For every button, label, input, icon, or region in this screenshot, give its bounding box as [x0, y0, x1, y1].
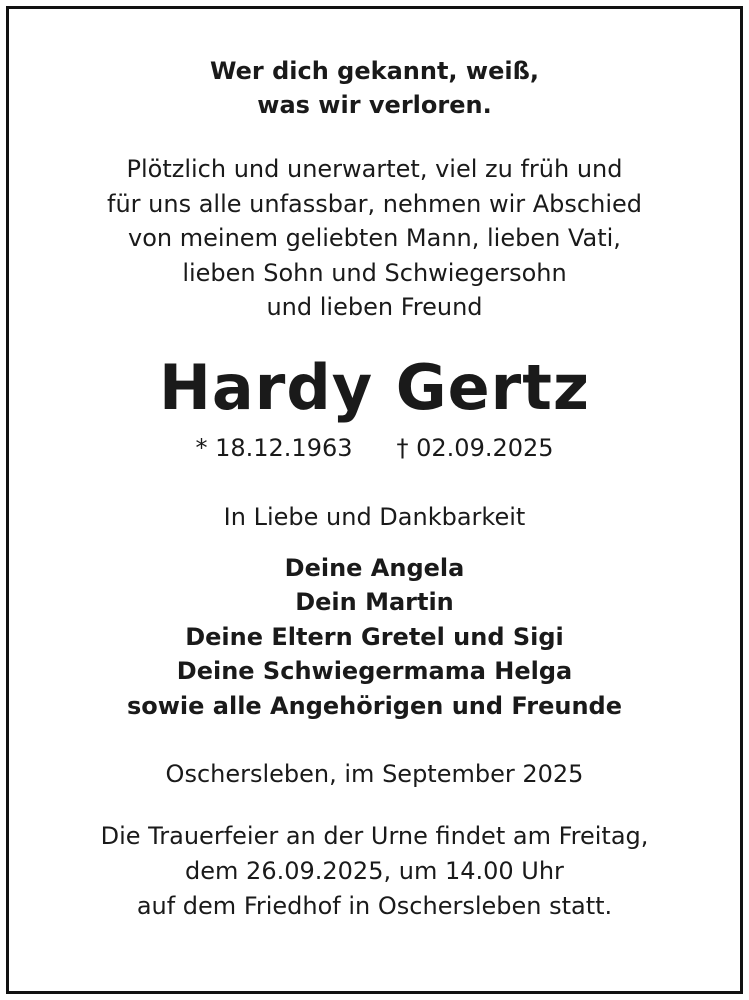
funeral-service-info — [9, 819, 740, 924]
intro-line: und lieben Freund — [266, 293, 483, 321]
intro-line: Plötzlich und unerwartet, viel zu früh und — [126, 155, 623, 183]
dedication: In Liebe und Dankbarkeit — [223, 502, 526, 531]
deceased-name: Hardy Gertz — [159, 350, 590, 424]
obituary-notice — [9, 9, 740, 924]
intro-line: für uns alle unfassbar, nehmen wir Abschied — [107, 189, 642, 218]
service-line: dem 26.09.2025, um 14.00 Uhr — [185, 857, 564, 885]
intro-text — [9, 152, 740, 325]
motto-line: was wir verloren. — [257, 91, 492, 119]
place-date: Oschersleben, im September 2025 — [165, 760, 584, 788]
mourners-list — [9, 551, 740, 724]
birth-date: * 18.12.1963 — [195, 433, 353, 462]
mourner: sowie alle Angehörigen und Freunde — [126, 691, 623, 720]
service-line: auf dem Friedhof in Oschersleben statt. — [136, 892, 613, 920]
motto-line: Wer dich gekannt, weiß, — [210, 57, 539, 85]
mourner: Deine Angela — [284, 553, 465, 582]
death-date: † 02.09.2025 — [396, 433, 554, 462]
mourner: Deine Eltern Gretel und Sigi — [185, 622, 564, 651]
life-dates — [9, 431, 740, 465]
intro-line: von meinem geliebten Mann, lieben Vati, — [128, 224, 621, 252]
motto — [9, 54, 740, 122]
mourner: Deine Schwiegermama Helga — [176, 657, 573, 685]
service-line: Die Trauerfeier an der Urne findet am Freitag, — [100, 822, 649, 850]
intro-line: lieben Sohn und Schwiegersohn — [182, 258, 567, 287]
mourner: Dein Martin — [295, 588, 454, 616]
